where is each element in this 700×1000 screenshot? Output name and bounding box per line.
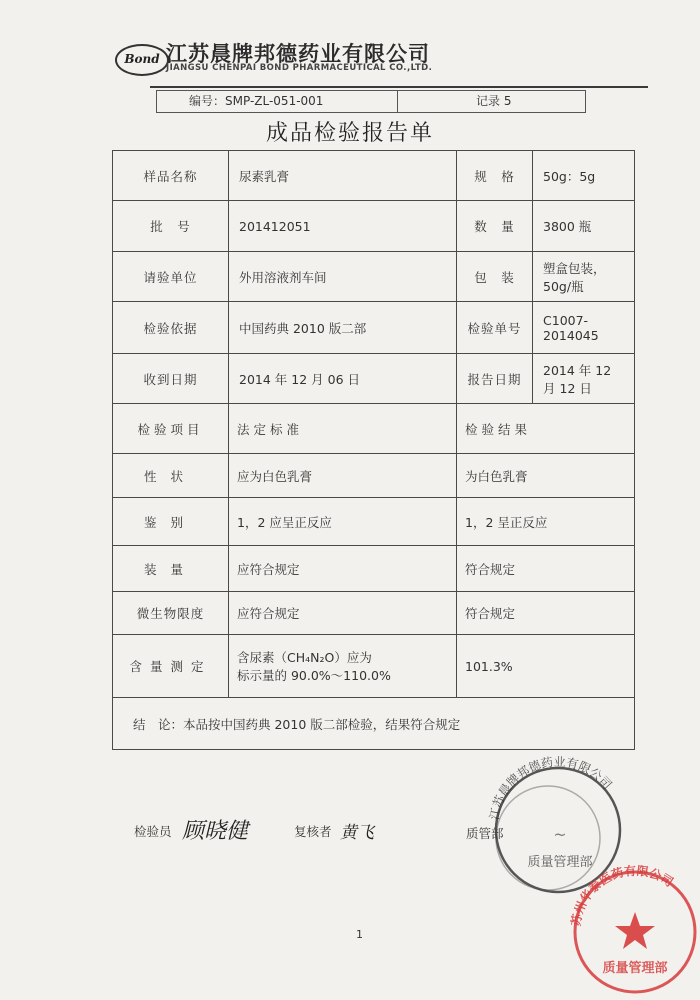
test-item: 含量测定 [113, 635, 229, 698]
stamp2-arc-text: 苏州华泰医药有限公司 [568, 863, 676, 928]
record-number: 记录 5 [476, 94, 512, 108]
field-label: 样品名称 [113, 151, 229, 201]
field-label: 请验单位 [113, 252, 229, 302]
page-number: 1 [356, 928, 363, 941]
conclusion: 结 论：本品按中国药典 2010 版二部检验，结果符合规定 [113, 698, 635, 750]
test-result: 为白色乳膏 [457, 454, 635, 498]
test-standard: 1，2 应呈正反应 [229, 498, 457, 546]
test-item: 性状 [113, 454, 229, 498]
header-rule [150, 86, 648, 88]
col-header-item: 检验项目 [113, 404, 229, 454]
test-item: 微生物限度 [113, 592, 229, 635]
report-table [112, 150, 635, 750]
conclusion-row [113, 698, 635, 750]
test-item: 鉴别 [113, 498, 229, 546]
stamp1-arc-text: 江苏晨牌邦德药业有限公司 [487, 754, 615, 821]
document-code-box [156, 90, 586, 113]
field-value: 外用溶液剂车间 [229, 252, 457, 302]
test-standard: 应符合规定 [229, 546, 457, 592]
qa-label: 质管部 [466, 826, 504, 841]
info-row [113, 354, 635, 404]
field-value: 中国药典 2010 版二部 [229, 302, 457, 354]
test-result: 符合规定 [457, 592, 635, 635]
test-row [113, 546, 635, 592]
test-standard-line2: 标示量的 90.0%～110.0% [237, 668, 391, 683]
svg-text:江苏晨牌邦德药业有限公司 [487, 755, 614, 821]
test-result: 101.3% [457, 635, 635, 698]
inspector-signature: 顾晓健 [182, 819, 249, 844]
test-item: 装量 [113, 546, 229, 592]
test-standard-line1: 含尿素（CH₄N₂O）应为 [237, 650, 372, 665]
doc-code: 编号：SMP-ZL-051-001 [157, 91, 398, 112]
field-value: C1007-2014045 [533, 302, 635, 354]
field-value: 2014 年 12 月 06 日 [229, 354, 457, 404]
test-result: 1，2 呈正反应 [457, 498, 635, 546]
company-name-cn: 江苏晨牌邦德药业有限公司 [166, 42, 430, 66]
info-row [113, 151, 635, 201]
col-header-standard: 法定标准 [229, 404, 457, 454]
field-label: 批 号 [113, 201, 229, 252]
page-title: 成品检验报告单 [265, 121, 434, 146]
test-row [113, 498, 635, 546]
field-label: 收到日期 [113, 354, 229, 404]
test-standard: 应为白色乳膏 [229, 454, 457, 498]
info-row [113, 302, 635, 354]
field-value: 2014 年 12 月 12 日 [533, 354, 635, 404]
field-label: 报告日期 [457, 354, 533, 404]
field-value: 尿素乳膏 [229, 151, 457, 201]
test-header-row [113, 404, 635, 454]
field-value: 3800 瓶 [533, 201, 635, 252]
test-standard [229, 635, 457, 698]
bond-logo: Bond [115, 44, 169, 76]
field-label: 检验依据 [113, 302, 229, 354]
field-label: 规 格 [457, 151, 533, 201]
test-row [113, 635, 635, 698]
test-result: 符合规定 [457, 546, 635, 592]
info-row [113, 201, 635, 252]
distributor-seal-stamp [566, 860, 700, 1000]
field-label: 包 装 [457, 252, 533, 302]
field-value: 塑盒包装，50g/瓶 [533, 252, 635, 302]
test-row [113, 592, 635, 635]
reviewer-signature: 黄飞 [340, 823, 374, 843]
field-label: 数 量 [457, 201, 533, 252]
reviewer-label: 复核者 [294, 824, 332, 839]
company-name-en: JIANGSU CHENPAI BOND PHARMACEUTICAL CO.,LTD. [166, 63, 433, 73]
info-row [113, 252, 635, 302]
inspector-label: 检验员 [134, 824, 172, 839]
stamp1-center-text: 质量管理部 [527, 855, 593, 870]
stamp2-center-text: 质量管理部 [602, 961, 668, 976]
field-value: 50g：5g [533, 151, 635, 201]
svg-text:苏州华泰医药有限公司 [568, 863, 676, 927]
svg-text:~: ~ [553, 825, 567, 844]
field-label: 检验单号 [457, 302, 533, 354]
field-value: 201412051 [229, 201, 457, 252]
col-header-result: 检验结果 [457, 404, 635, 454]
test-row [113, 454, 635, 498]
test-standard: 应符合规定 [229, 592, 457, 635]
star-icon [615, 912, 655, 949]
